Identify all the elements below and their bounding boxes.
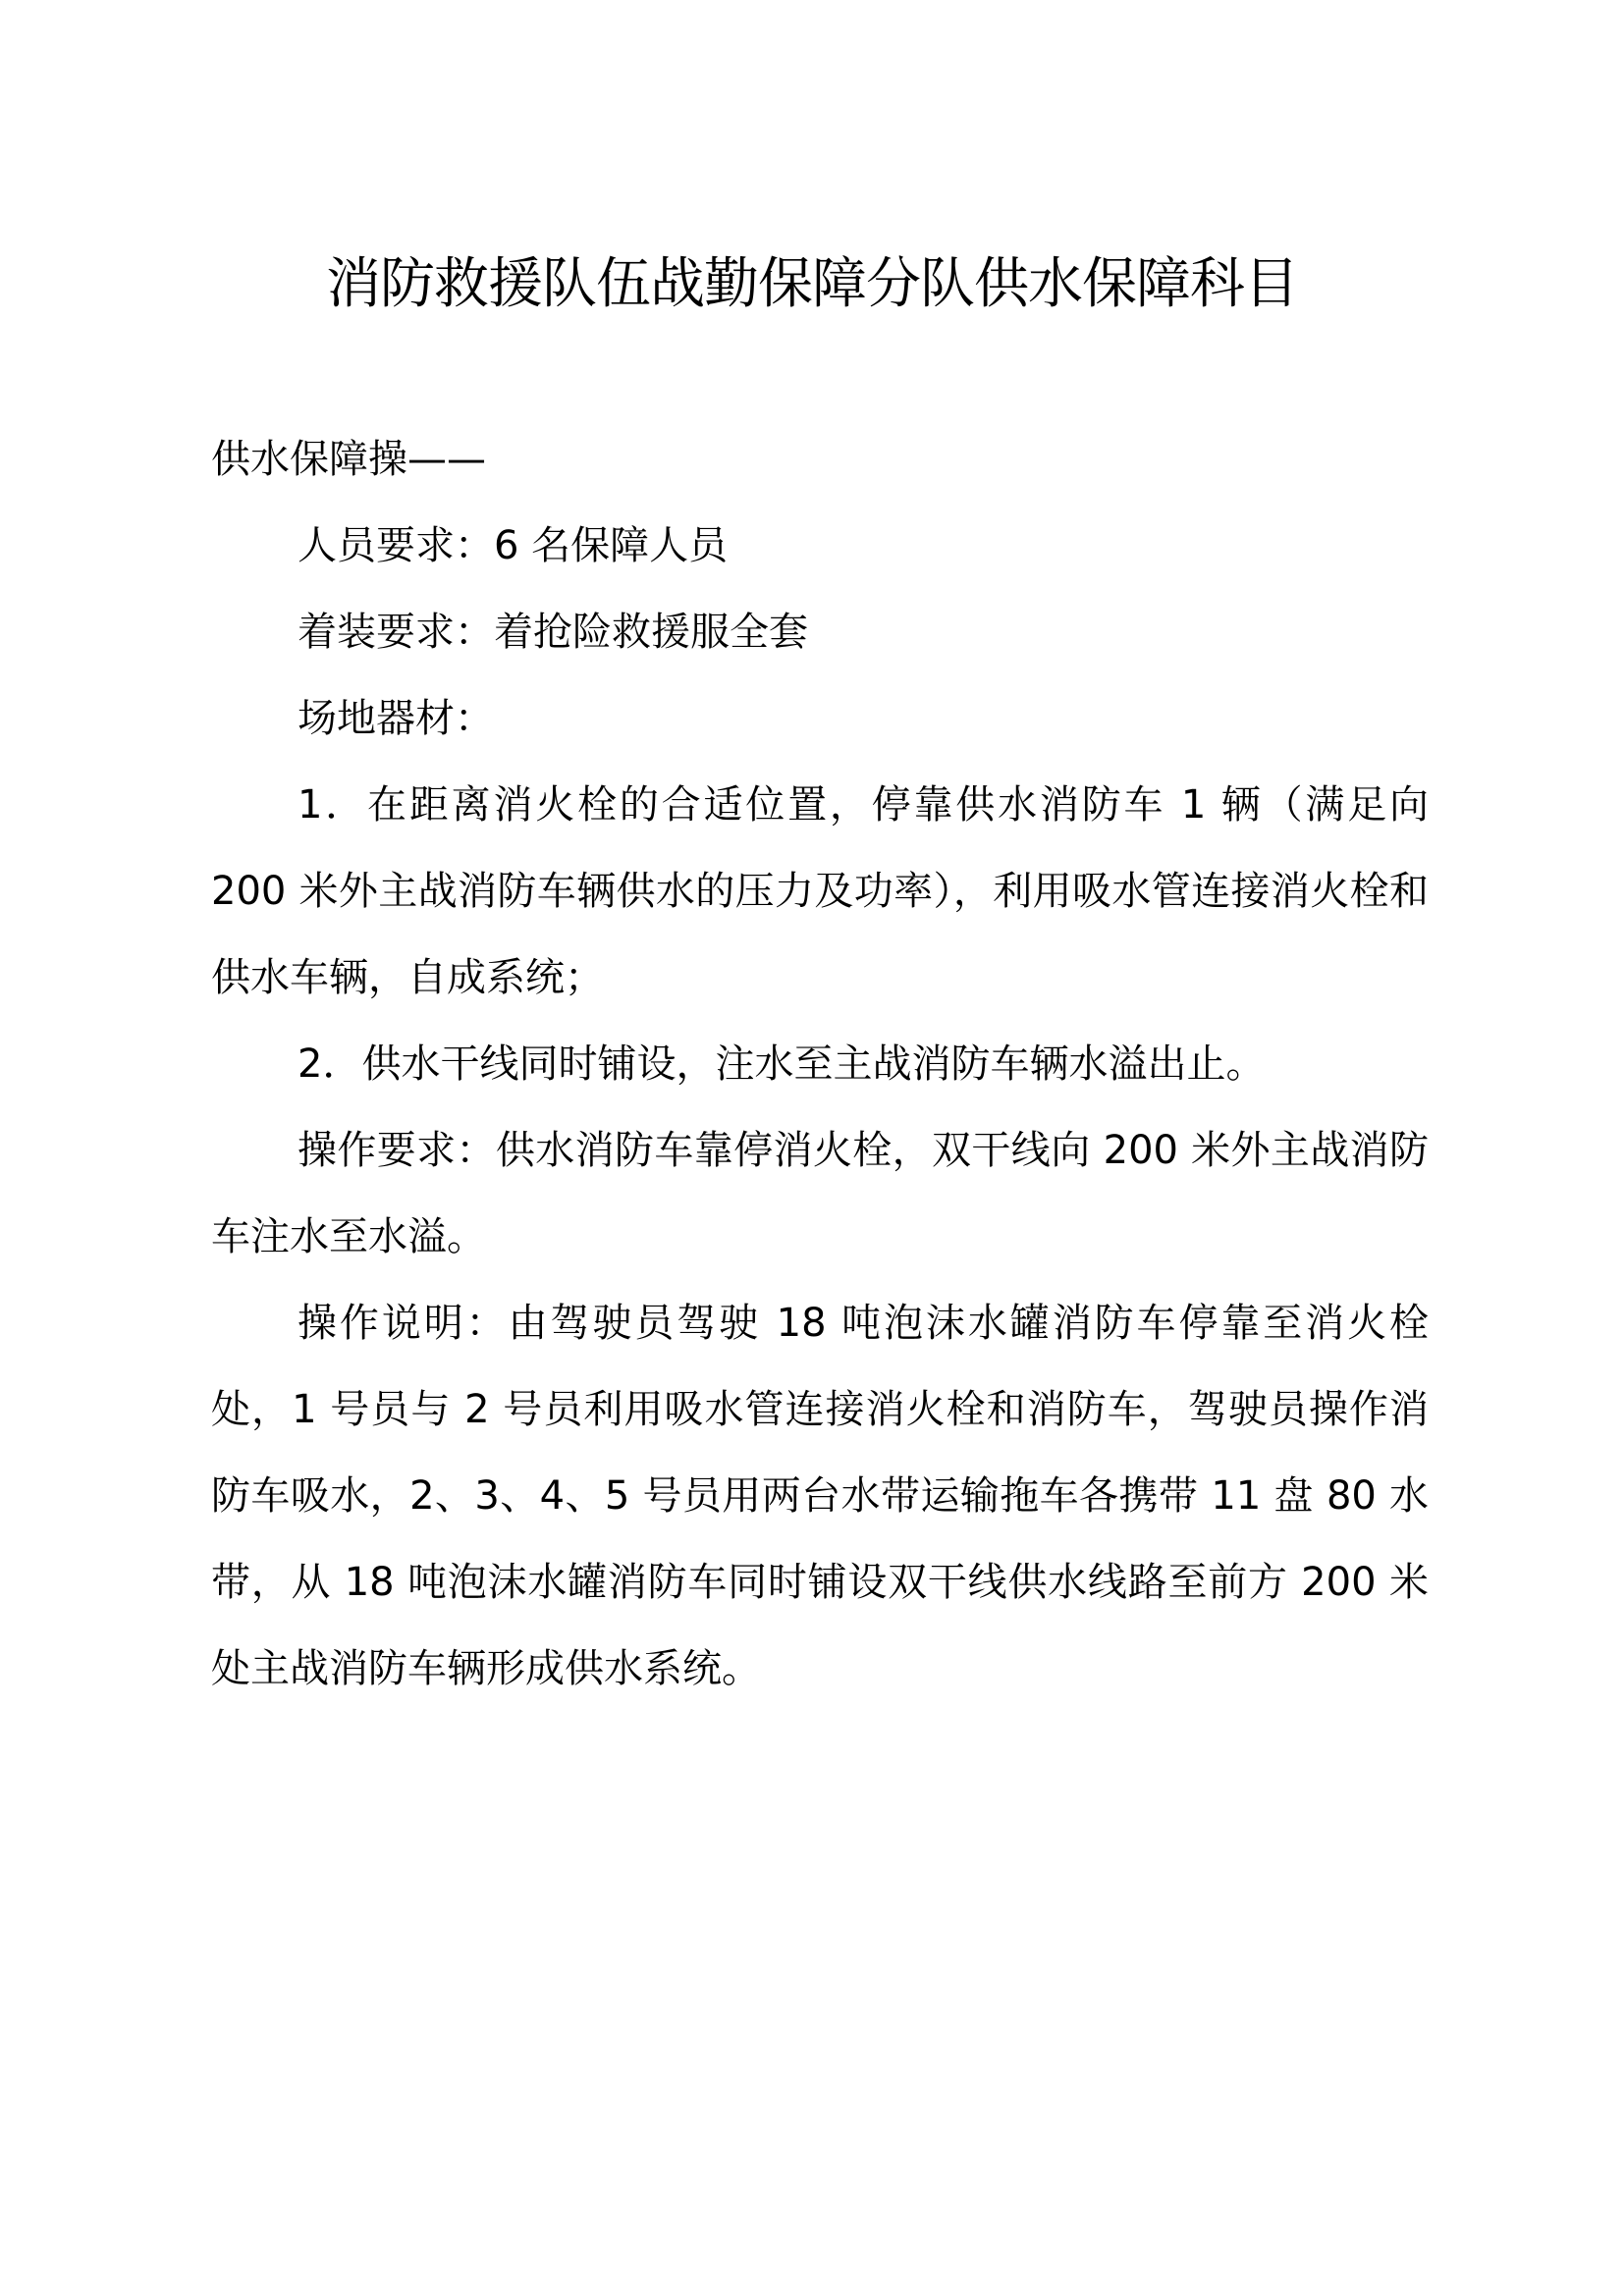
operation-requirement: 操作要求：供水消防车靠停消火栓，双干线向 200 米外主战消防车注水至水溢。	[211, 1128, 1429, 1259]
section-heading: 供水保障操——	[211, 437, 486, 482]
operation-description: 操作说明：由驾驶员驾驶 18 吨泡沫水罐消防车停靠至消火栓处，1 号员与 2 号员利用吸水管连接消火栓和消防车，驾驶员操作消防车吸水，2、3、4、5 号员用两台水带运输拖车各携带 11 盘 80 水带，从 18 吨泡沫水罐消防车同时铺设双干线供水线路至前方 200 米处主战消防车辆形成供水系统。	[211, 1301, 1429, 1691]
document-body	[211, 416, 1429, 1712]
equipment-item-1: 1．在距离消火栓的合适位置，停靠供水消防车 1 辆（满足向 200 米外主战消防车辆供水的压力及功率），利用吸水管连接消火栓和供水车辆，自成系统；	[211, 782, 1429, 1000]
venue-equipment-label: 场地器材：	[298, 696, 494, 741]
personnel-requirement: 人员要求：6 名保障人员	[298, 523, 729, 568]
document-title: 消防救援队伍战勤保障分队供水保障科目	[326, 252, 1298, 316]
attire-requirement: 着装要求：着抢险救援服全套	[298, 610, 808, 655]
equipment-item-2: 2．供水干线同时铺设，注水至主战消防车辆水溢出止。	[298, 1041, 1266, 1087]
